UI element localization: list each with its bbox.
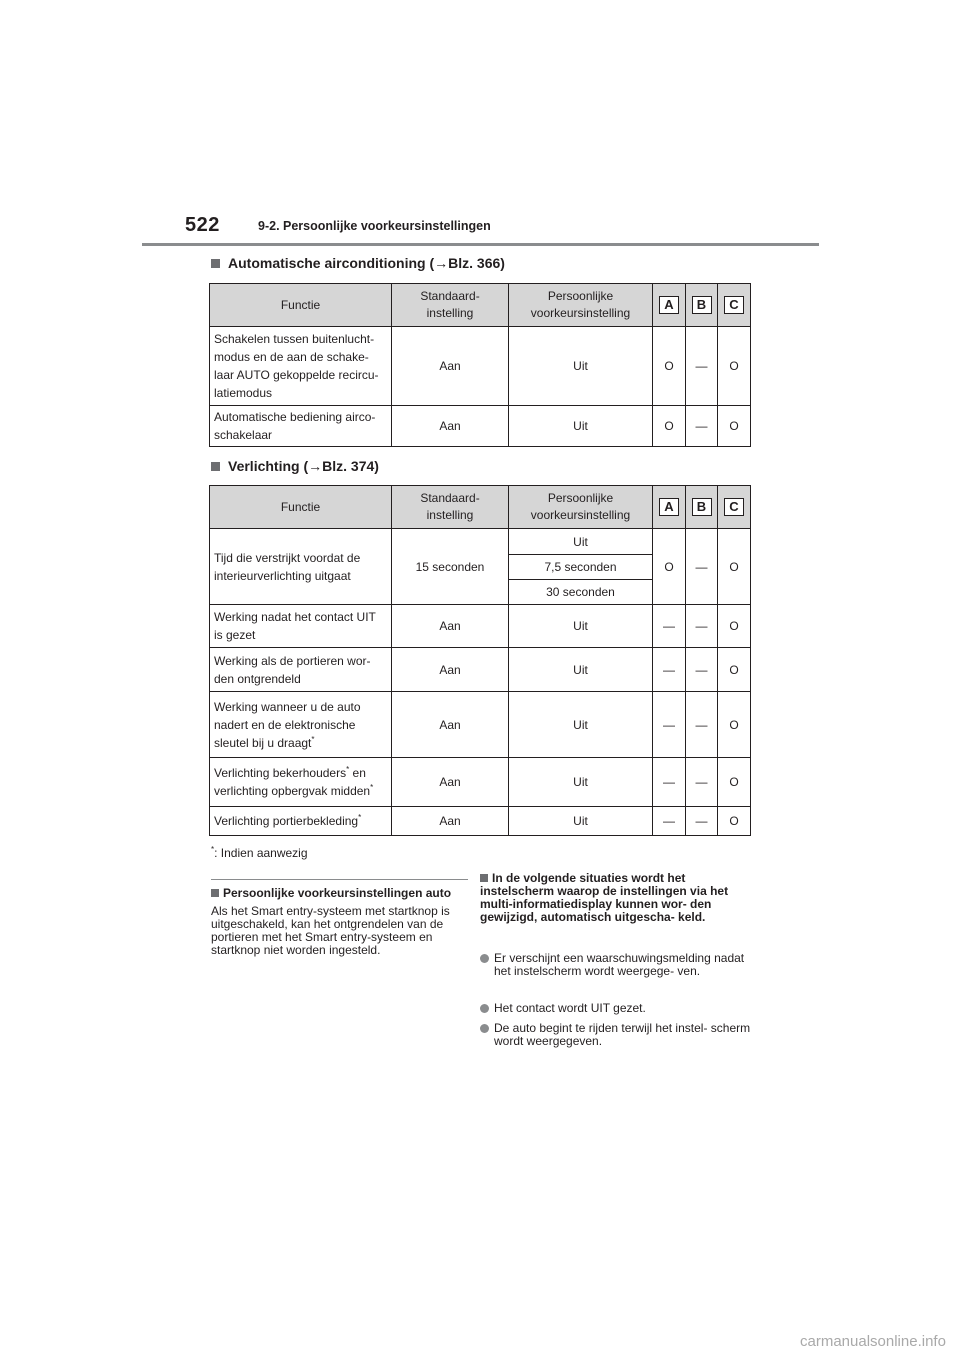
column-header-a: A [653, 486, 686, 529]
b-cell: — [686, 327, 718, 406]
airco-table [209, 283, 751, 447]
table-row [210, 758, 751, 807]
personal-cell: Uit [509, 327, 653, 406]
section-title: Verlichting ( [228, 458, 309, 474]
a-cell: O [653, 327, 686, 406]
column-header-c: C [718, 284, 751, 327]
square-bullet-icon [211, 462, 220, 471]
arrow-icon: → [308, 458, 323, 474]
column-header-default: Standaard- instelling [392, 486, 509, 529]
column-header-b: B [686, 486, 718, 529]
column-header-default: Standaard- instelling [392, 284, 509, 327]
a-cell: — [653, 605, 686, 648]
personal-cell: Uit [509, 758, 653, 807]
column-header-b: B [686, 284, 718, 327]
column-header-c: C [718, 486, 751, 529]
table-row [210, 807, 751, 836]
page-reference: Blz. 366) [448, 255, 505, 271]
function-cell: Werking als de portieren wor- den ontgrendeld [210, 648, 392, 692]
function-cell: Schakelen tussen buitenlucht- modus en de aan de schake- laar AUTO gekoppelde recircu- latiemodus [210, 327, 392, 406]
personal-cell: Uit [509, 605, 653, 648]
table-row [210, 406, 751, 447]
option-cell: 30 seconden [509, 580, 653, 605]
b-cell: — [686, 758, 718, 807]
default-cell: Aan [392, 758, 509, 807]
function-cell: Tijd die verstrijkt voordat de interieurverlichting uitgaat [210, 529, 392, 605]
page-reference: Blz. 374) [322, 458, 379, 474]
bullet-dot-icon [480, 1024, 489, 1033]
square-bullet-icon [211, 259, 220, 268]
c-cell: O [718, 758, 751, 807]
left-note-body: Als het Smart entry-systeem met startknop is uitgeschakeld, kan het ontgrendelen van de portieren met het Smart entry-systeem en startknop niet worden ingesteld. [211, 904, 450, 957]
square-bullet-icon [211, 889, 219, 897]
default-cell: 15 seconden [392, 529, 509, 605]
column-header-personal: Persoonlijke voorkeursinstelling [509, 486, 653, 529]
list-item: Het contact wordt UIT gezet. [480, 1002, 752, 1015]
function-cell: Werking nadat het contact UIT is gezet [210, 605, 392, 648]
list-item: Er verschijnt een waarschuwingsmelding nadat het instelscherm wordt weergege- ven. [480, 952, 752, 978]
default-cell: Aan [392, 406, 509, 447]
table-row [210, 648, 751, 692]
footnote: *: Indien aanwezig [211, 845, 308, 860]
function-cell: Verlichting portierbekleding* [210, 807, 392, 836]
column-header-function: Functie [210, 284, 392, 327]
page-number: 522 [185, 214, 220, 236]
column-header-a: A [653, 284, 686, 327]
table-row [210, 327, 751, 406]
b-cell: — [686, 807, 718, 836]
c-cell: O [718, 529, 751, 605]
section-header: 9-2. Persoonlijke voorkeursinstellingen [258, 219, 491, 233]
arrow-icon: → [434, 255, 449, 271]
a-cell: O [653, 406, 686, 447]
section-title: Automatische airconditioning ( [228, 255, 435, 271]
a-cell: — [653, 758, 686, 807]
bullet-dot-icon [480, 1004, 489, 1013]
section-heading-airco [211, 255, 505, 271]
c-cell: O [718, 605, 751, 648]
default-cell: Aan [392, 605, 509, 648]
default-cell: Aan [392, 807, 509, 836]
square-bullet-icon [480, 874, 488, 882]
section-heading-lighting [211, 458, 379, 474]
table-row [210, 692, 751, 758]
c-cell: O [718, 327, 751, 406]
watermark: carmanualsonline.info [800, 1333, 946, 1350]
column-header-personal: Persoonlijke voorkeursinstelling [509, 284, 653, 327]
personal-cell: Uit [509, 406, 653, 447]
function-cell: Automatische bediening airco- schakelaar [210, 406, 392, 447]
b-cell: — [686, 692, 718, 758]
bullet-dot-icon [480, 954, 489, 963]
lighting-table [209, 485, 751, 836]
personal-cell: Uit [509, 648, 653, 692]
function-cell: Werking wanneer u de auto nadert en de elektronische sleutel bij u draagt* [210, 692, 392, 758]
table-row [210, 605, 751, 648]
header-rule [142, 243, 819, 246]
table-row [210, 529, 751, 555]
c-cell: O [718, 406, 751, 447]
a-cell: — [653, 807, 686, 836]
option-cell: 7,5 seconden [509, 555, 653, 580]
b-cell: — [686, 648, 718, 692]
default-cell: Aan [392, 327, 509, 406]
column-rule [211, 879, 468, 880]
personal-cell: Uit [509, 807, 653, 836]
function-cell: Verlichting bekerhouders* en verlichting opbergvak midden* [210, 758, 392, 807]
left-note-heading: Persoonlijke voorkeursinstellingen auto [211, 886, 451, 900]
b-cell: — [686, 605, 718, 648]
column-header-function: Functie [210, 486, 392, 529]
b-cell: — [686, 406, 718, 447]
personal-cell: Uit [509, 692, 653, 758]
a-cell: — [653, 692, 686, 758]
c-cell: O [718, 807, 751, 836]
c-cell: O [718, 648, 751, 692]
default-cell: Aan [392, 648, 509, 692]
a-cell: — [653, 648, 686, 692]
c-cell: O [718, 692, 751, 758]
b-cell: — [686, 529, 718, 605]
right-note-heading: In de volgende situaties wordt het instelscherm waarop de instellingen via het multi-informatiedisplay kunnen wor- den gewijzigd, automatisch uitgescha- keld. [480, 871, 729, 924]
default-cell: Aan [392, 692, 509, 758]
list-item: De auto begint te rijden terwijl het instel- scherm wordt weergegeven. [480, 1022, 752, 1048]
option-cell: Uit [509, 529, 653, 555]
a-cell: O [653, 529, 686, 605]
